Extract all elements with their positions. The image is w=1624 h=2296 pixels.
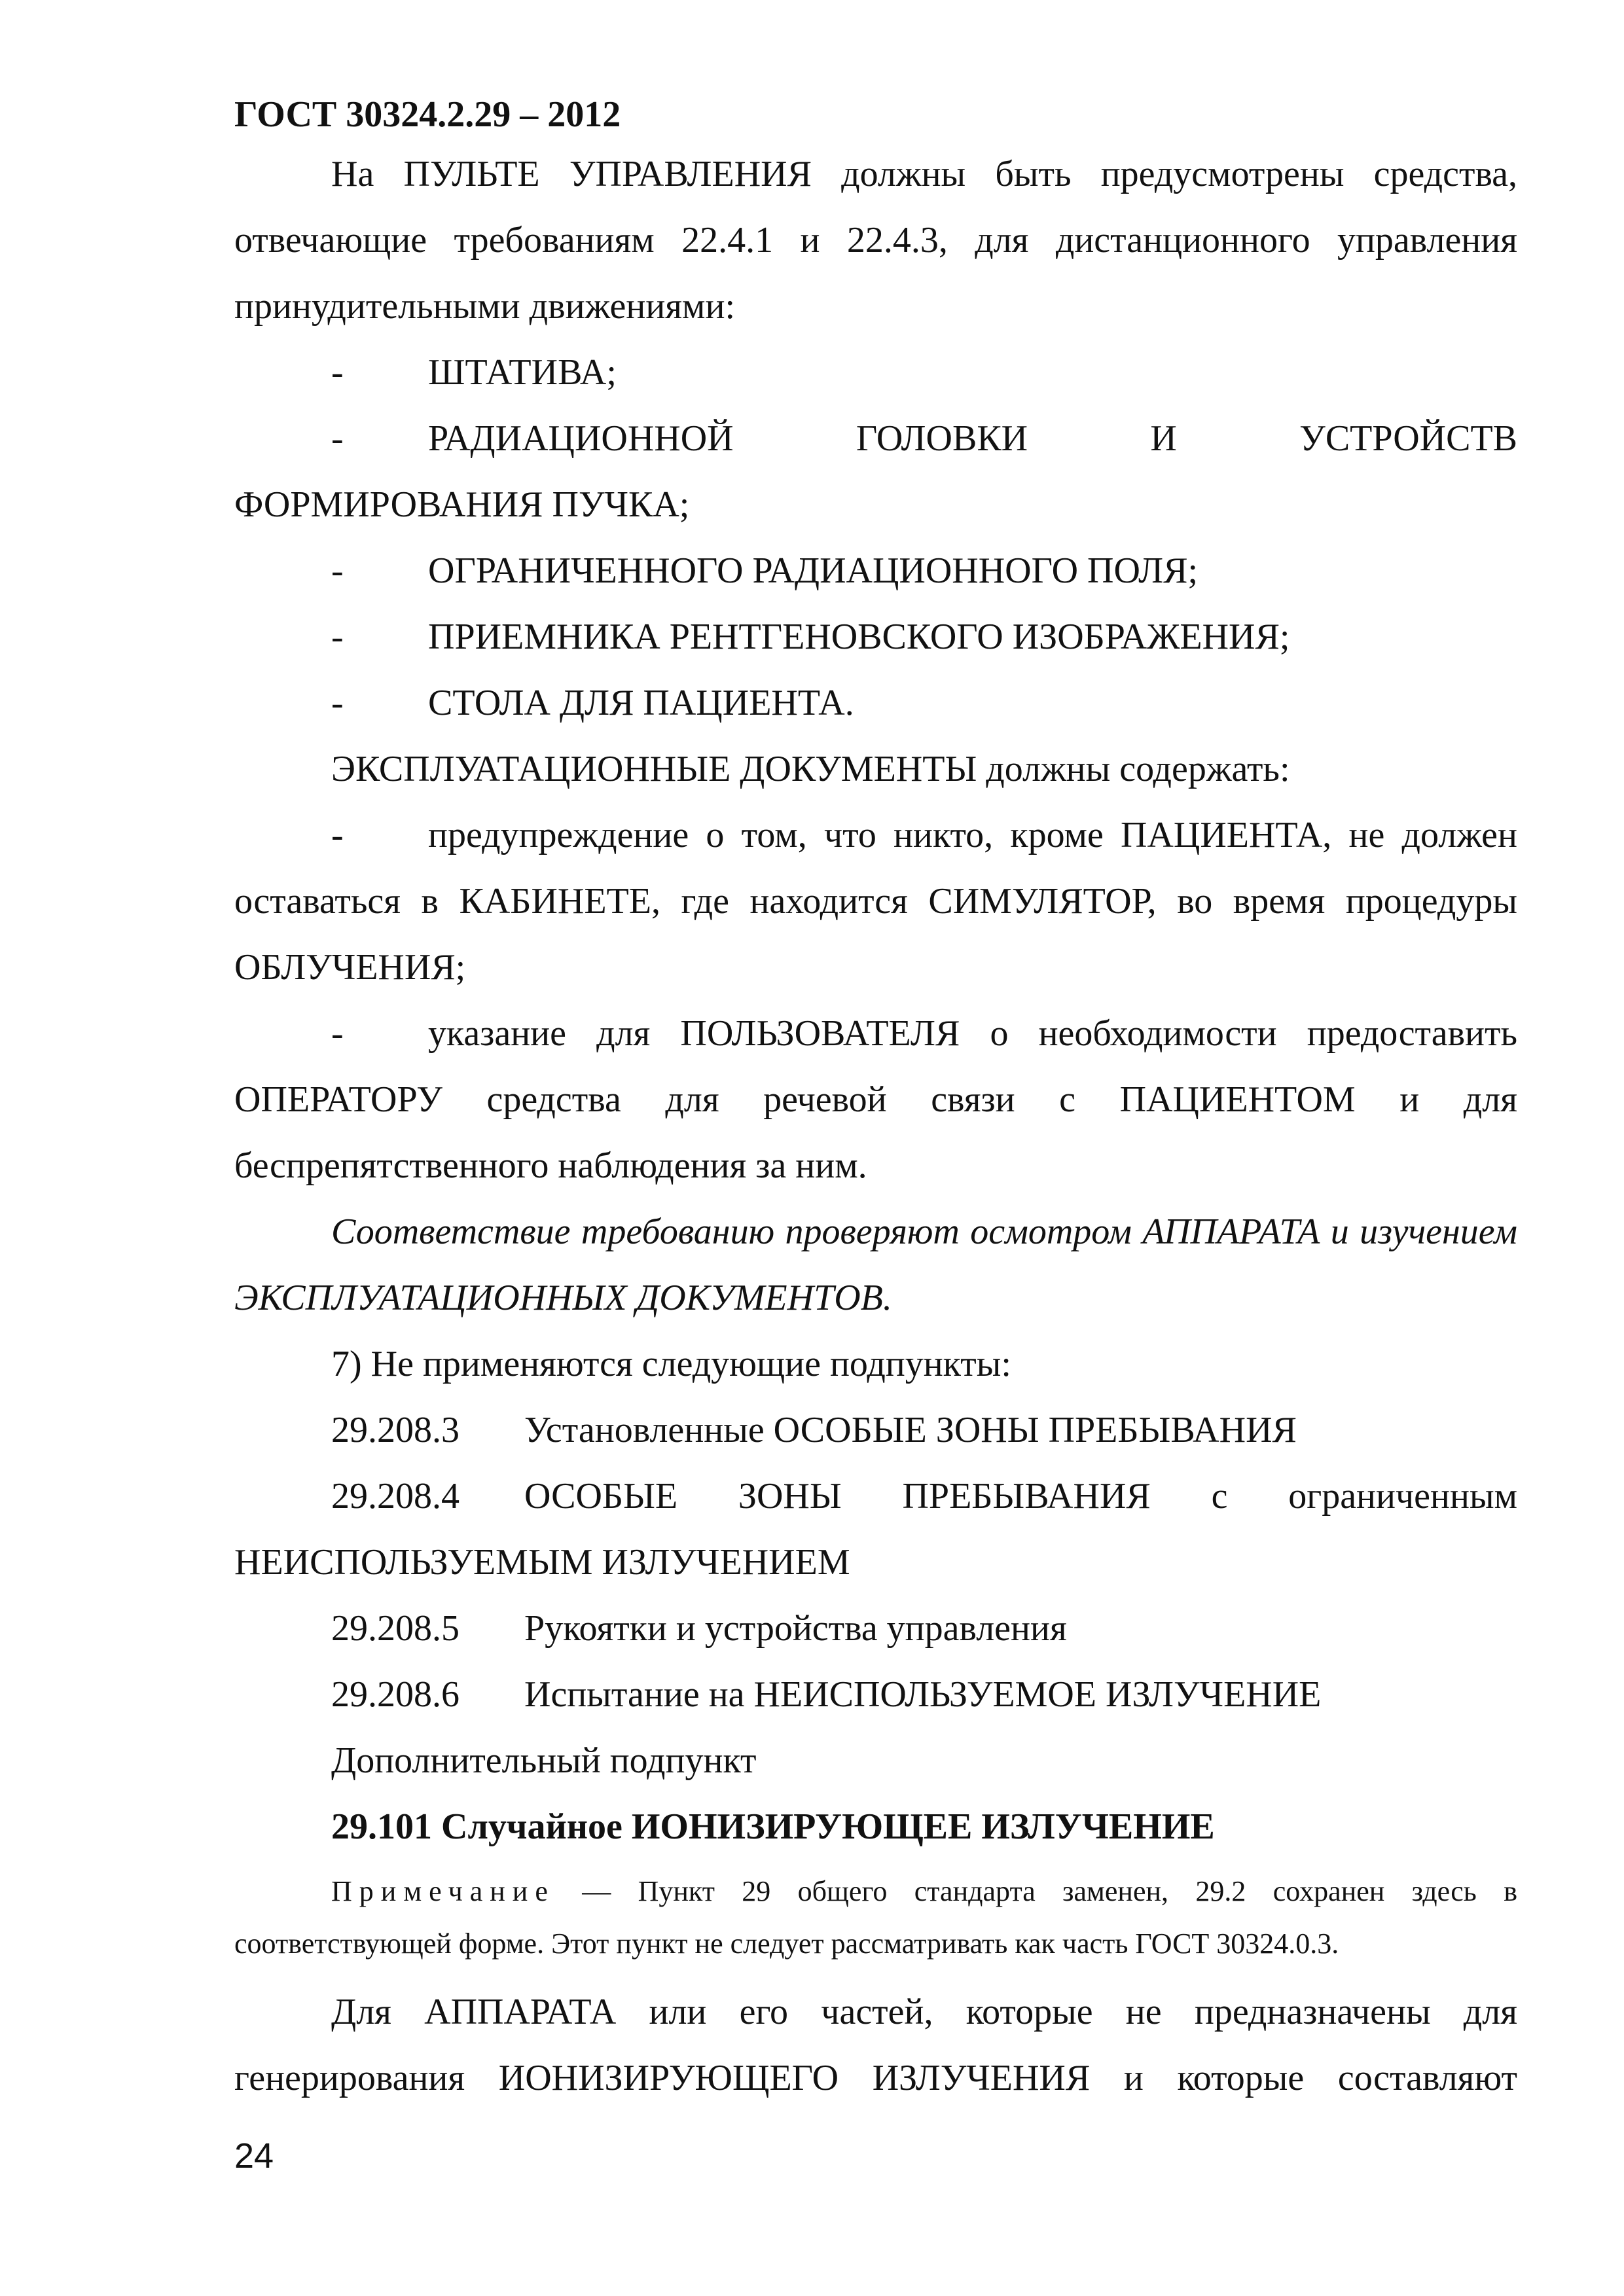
list-item-text-part1: РАДИАЦИОННОЙ ГОЛОВКИ И УСТРОЙСТВ [428,418,1517,459]
docs-item-text: предупреждение о том, что никто, кроме ПАЦИЕНТА, не должен оставаться в КАБИНЕТЕ, где находится СИМУЛЯТОР, во время процедуры ОБЛУЧЕНИЯ; [234,815,1517,988]
list-dash: - [331,550,344,591]
subclause-item [234,1596,1517,1662]
list-item-text-part2: ФОРМИРОВАНИЯ ПУЧКА; [234,484,690,525]
document-page [234,92,1517,2111]
section-heading: 29.101 Случайное ИОНИЗИРУЮЩЕЕ ИЗЛУЧЕНИЕ [331,1806,1215,1847]
subclause-title: Рукоятки и устройства управления [524,1608,1067,1649]
list-dash: - [331,352,344,393]
list-dash: - [331,815,344,855]
note-paragraph [234,1865,1517,1970]
subclause-item [234,1463,1517,1596]
subclause-item [234,1662,1517,1728]
list-item [234,604,1517,670]
list-item-text: ПРИЕМНИКА РЕНТГЕНОВСКОГО ИЗОБРАЖЕНИЯ; [428,617,1290,657]
note-label: Примечание [331,1875,555,1907]
list-item-text: ОГРАНИЧЕННОГО РАДИАЦИОННОГО ПОЛЯ; [428,550,1199,591]
list-dash: - [331,1013,344,1054]
list-item [234,538,1517,604]
docs-item [234,802,1517,1001]
docs-lead: ЭКСПЛУАТАЦИОННЫЕ ДОКУМЕНТЫ должны содержать: [331,749,1290,789]
list-item-text: СТОЛА ДЛЯ ПАЦИЕНТА. [428,683,854,723]
subclause-number: 29.208.4 [331,1476,460,1516]
list-dash: - [331,617,344,657]
subclause-title: Испытание на НЕИСПОЛЬЗУЕМОЕ ИЗЛУЧЕНИЕ [524,1674,1322,1715]
note-text: — Пункт 29 общего стандарта заменен, 29.2 сохранен здесь в соответствующей форме. Этот пункт не следует рассматривать как часть ГОСТ 30324.0.3. [234,1875,1517,1960]
list-item [234,406,1517,538]
docs-item-text: указание для ПОЛЬЗОВАТЕЛЯ о необходимости предоставить ОПЕРАТОРУ средства для речевой связи с ПАЦИЕНТОМ и для беспрепятственного наблюдения за ним. [234,1013,1517,1186]
subclause-number: 29.208.6 [331,1674,460,1715]
docs-item [234,1001,1517,1199]
compliance-paragraph: Соответствие требованию проверяют осмотром АППАРАТА и изучением ЭКСПЛУАТАЦИОННЫХ ДОКУМЕНТОВ. [234,1211,1517,1318]
additional-label: Дополнительный подпункт [331,1740,757,1781]
list-item-text: ШТАТИВА; [428,352,617,393]
intro-paragraph: На ПУЛЬТЕ УПРАВЛЕНИЯ должны быть предусмотрены средства, отвечающие требованиям 22.4.1 и 22.4.3, для дистанционного управления принудительными движениями: [234,154,1517,327]
subclause-number: 29.208.5 [331,1608,460,1649]
list-item [234,670,1517,736]
list-dash: - [331,418,344,459]
subclause-number: 29.208.3 [331,1410,460,1450]
list-dash: - [331,683,344,723]
not-applied-lead: 7) Не применяются следующие подпункты: [331,1344,1011,1384]
subclause-title-part1: ОСОБЫЕ ЗОНЫ ПРЕБЫВАНИЯ с ограниченным [524,1476,1517,1516]
subclause-title: Установленные ОСОБЫЕ ЗОНЫ ПРЕБЫВАНИЯ [524,1410,1297,1450]
subclause-title-part2: НЕИСПОЛЬЗУЕМЫМ ИЗЛУЧЕНИЕМ [234,1542,850,1583]
final-paragraph: Для АППАРАТА или его частей, которые не предназначены для генерирования ИОНИЗИРУЮЩЕГО ИЗЛУЧЕНИЯ и которые составляют [234,1992,1517,2098]
subclause-item [234,1397,1517,1463]
list-item [234,340,1517,406]
document-header: ГОСТ 30324.2.29 – 2012 [234,94,621,135]
page-number: 24 [234,2136,274,2176]
